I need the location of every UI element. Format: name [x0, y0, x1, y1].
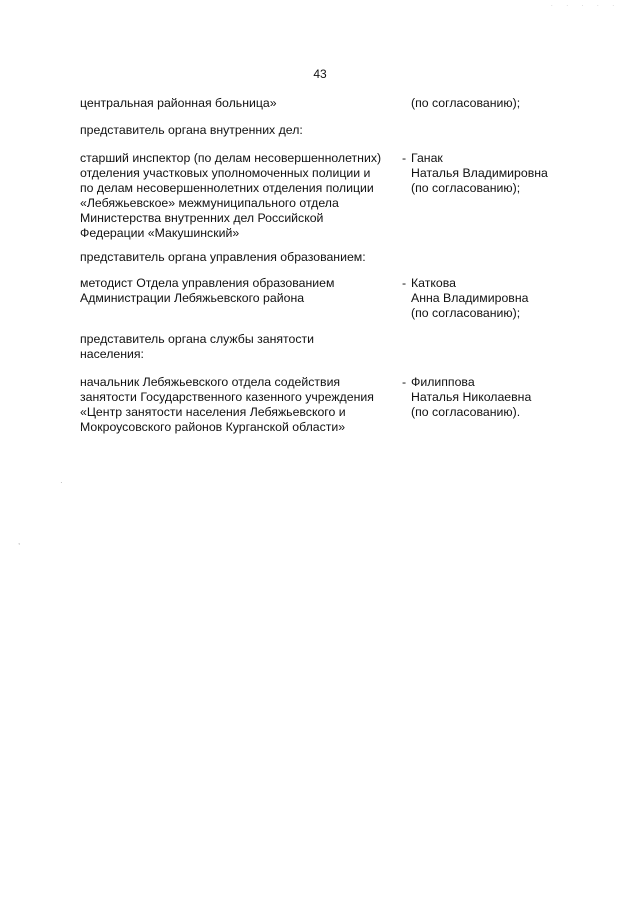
section-heading: представитель органа управления образованием:	[80, 250, 366, 264]
position-line: отделения участковых уполномоченных полиции и	[80, 166, 371, 180]
member-note: (по согласованию);	[411, 306, 521, 320]
position-line: «Лебяжьевское» межмуниципального отдела	[80, 196, 339, 210]
scan-mark: ·	[60, 478, 63, 487]
given-names: Наталья Николаевна	[411, 390, 532, 404]
heading-line: населения:	[80, 347, 144, 361]
position-line: Министерства внутренних дел Российской	[80, 211, 324, 225]
heading-line: представитель органа службы занятости	[80, 332, 315, 346]
position-line: Федерации «Макушинский»	[80, 226, 240, 240]
surname: Ганак	[411, 151, 443, 165]
member-position: центральная районная больница»	[80, 96, 277, 110]
position-line: занятости Государственного казенного учреждения	[80, 390, 374, 404]
position-line: начальник Лебяжьевского отдела содействия	[80, 375, 341, 389]
member-note: (по согласованию);	[411, 96, 521, 110]
given-names: Анна Владимировна	[411, 291, 529, 305]
position-line: Мокроусовского районов Курганской области»	[80, 420, 346, 434]
scan-specks: . . . . .	[550, 2, 620, 8]
position-line: Администрации Лебяжьевского района	[80, 291, 305, 305]
dash: -	[402, 375, 407, 389]
section-heading: представитель органа внутренних дел:	[80, 123, 303, 137]
member-note: (по согласованию).	[411, 405, 521, 419]
position-line: методист Отдела управления образованием	[80, 276, 335, 290]
surname: Филиппова	[411, 375, 475, 389]
scan-mark: ,	[18, 537, 21, 546]
surname: Каткова	[411, 276, 456, 290]
position-line: по делам несовершеннолетних отделения полиции	[80, 181, 374, 195]
position-line: «Центр занятости населения Лебяжьевского и	[80, 405, 346, 419]
position-line: старший инспектор (по делам несовершеннолетних)	[80, 151, 382, 165]
given-names: Наталья Владимировна	[411, 166, 548, 180]
dash: -	[402, 151, 407, 165]
dash: -	[402, 276, 407, 290]
member-note: (по согласованию);	[411, 181, 521, 195]
page-number: 43	[313, 67, 327, 81]
